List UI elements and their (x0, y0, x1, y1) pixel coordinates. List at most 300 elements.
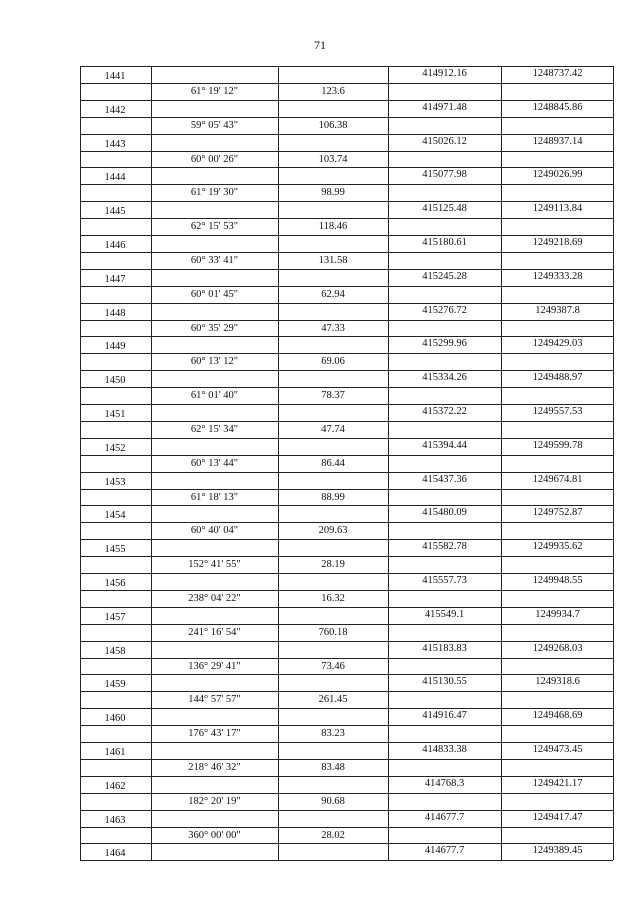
point-number-cell (80, 83, 150, 100)
bearing-angle-cell (152, 303, 277, 320)
bearing-angle-cell (152, 100, 277, 117)
distance-cell (279, 269, 387, 286)
point-number-cell (80, 455, 150, 472)
bearing-angle-cell (152, 201, 277, 218)
bearing-angle-cell (152, 843, 277, 860)
table-row (80, 184, 613, 201)
point-number-cell (80, 590, 150, 607)
coordinate-y-cell: 1249473.45 (532, 744, 583, 755)
coordinate-x-cell: 415549.1 (424, 608, 465, 620)
distance-cell (279, 742, 387, 759)
row-divider (80, 404, 613, 405)
row-divider (80, 235, 613, 236)
coordinate-y-cell (502, 658, 613, 675)
distance-cell: 73.46 (321, 660, 345, 672)
distance-cell (279, 438, 387, 455)
table-row (80, 336, 613, 353)
point-number-cell: 1446 (104, 240, 126, 251)
point-number-cell (80, 151, 150, 168)
distance-cell (279, 810, 387, 827)
row-divider (80, 83, 613, 84)
coordinate-y-cell: 1249934.7 (535, 608, 580, 620)
table-row (80, 658, 613, 675)
distance-cell: 90.68 (321, 795, 345, 807)
coordinate-y-cell (502, 286, 613, 303)
coordinate-x-cell (389, 421, 500, 438)
row-divider (80, 725, 613, 726)
bearing-angle-cell: 144° 57' 57" (188, 694, 241, 706)
bearing-angle-cell: 218° 46' 32" (188, 761, 241, 773)
row-divider (80, 353, 613, 354)
bearing-angle-cell: 60° 13' 12" (190, 356, 239, 368)
table-row (80, 252, 613, 269)
coordinate-x-cell: 415026.12 (422, 135, 467, 147)
row-divider (80, 286, 613, 287)
row-divider (80, 860, 613, 861)
distance-cell (279, 404, 387, 421)
point-number-cell (80, 421, 150, 438)
point-number-cell (80, 691, 150, 708)
coordinate-x-cell (389, 624, 500, 641)
coordinate-x-cell (389, 387, 500, 404)
column-divider (501, 66, 502, 860)
point-number-cell: 1462 (104, 780, 126, 792)
coordinate-x-cell: 415582.78 (422, 541, 467, 553)
point-number-cell: 1461 (104, 747, 126, 758)
column-divider (278, 66, 279, 860)
coordinate-y-cell (502, 320, 613, 337)
row-divider (80, 708, 613, 709)
table-row (80, 759, 613, 776)
coordinate-y-cell: 1249268.03 (532, 642, 583, 654)
bearing-angle-cell (152, 607, 277, 624)
coordinate-y-cell: 1249599.78 (532, 439, 583, 451)
coordinate-y-cell: 1249429.03 (532, 338, 583, 350)
distance-cell (279, 235, 387, 252)
point-number-cell (80, 658, 150, 675)
table-row (80, 218, 613, 235)
coordinate-x-cell (389, 320, 500, 337)
column-divider (388, 66, 389, 860)
table-row (80, 235, 613, 252)
distance-cell: 16.32 (321, 592, 345, 604)
bearing-angle-cell (152, 235, 277, 252)
table-row (80, 539, 613, 556)
distance-cell (279, 66, 387, 83)
bearing-angle-cell: 59° 05' 43" (190, 119, 239, 131)
row-divider (80, 167, 613, 168)
row-divider (80, 66, 613, 67)
bearing-angle-cell: 61° 01' 40" (190, 390, 239, 402)
coordinate-x-cell: 414971.48 (422, 101, 467, 113)
coordinate-y-cell (502, 117, 613, 134)
distance-cell (279, 167, 387, 184)
coordinate-y-cell (502, 691, 613, 708)
row-divider (80, 742, 613, 743)
coordinate-x-cell: 415077.98 (422, 169, 467, 181)
distance-cell (279, 573, 387, 590)
distance-cell: 123.6 (321, 85, 345, 97)
coordinate-y-cell (502, 489, 613, 506)
distance-cell: 47.74 (321, 423, 345, 435)
table-row (80, 810, 613, 827)
coordinate-y-cell: 1249488.97 (532, 372, 583, 384)
distance-cell (279, 336, 387, 353)
bearing-angle-cell (152, 742, 277, 759)
distance-cell: 83.23 (321, 728, 345, 740)
coordinate-x-cell: 415394.44 (422, 439, 467, 451)
bearing-angle-cell (152, 505, 277, 522)
row-divider (80, 252, 613, 253)
coordinate-y-cell (502, 556, 613, 573)
point-number-cell: 1454 (104, 510, 126, 522)
row-divider (80, 100, 613, 101)
row-divider (80, 489, 613, 490)
table-row (80, 370, 613, 387)
coordinate-x-cell: 415125.48 (422, 203, 467, 215)
coordinate-x-cell (389, 522, 500, 539)
row-divider (80, 674, 613, 675)
coordinate-x-cell: 414912.16 (422, 68, 467, 79)
bearing-angle-cell: 241° 16' 54" (188, 626, 241, 638)
bearing-angle-cell (152, 776, 277, 793)
distance-cell (279, 303, 387, 320)
bearing-angle-cell: 61° 19' 12" (190, 85, 239, 97)
row-divider (80, 201, 613, 202)
coordinate-x-cell (389, 590, 500, 607)
coordinate-y-cell (502, 83, 613, 100)
point-number-cell: 1456 (104, 578, 126, 589)
row-divider (80, 134, 613, 135)
point-number-cell (80, 725, 150, 742)
coordinate-x-cell (389, 793, 500, 810)
bearing-angle-cell (152, 472, 277, 489)
point-number-cell (80, 320, 150, 337)
coordinate-y-cell: 1249387.8 (535, 304, 580, 316)
coordinate-y-cell (502, 827, 613, 844)
distance-cell: 69.06 (321, 356, 345, 368)
distance-cell (279, 843, 387, 860)
distance-cell (279, 674, 387, 691)
coordinate-y-cell: 1249389.45 (532, 845, 583, 857)
table-row (80, 843, 613, 860)
distance-cell (279, 776, 387, 793)
distance-cell: 760.18 (318, 626, 348, 638)
row-divider (80, 117, 613, 118)
coordinate-x-cell: 415130.55 (422, 676, 467, 688)
point-number-cell: 1458 (104, 645, 126, 657)
table-row (80, 269, 613, 286)
point-number-cell (80, 387, 150, 404)
coordinate-y-cell (502, 624, 613, 641)
table-row (80, 421, 613, 438)
distance-cell: 47.33 (321, 322, 345, 334)
coordinate-y-cell: 1249674.81 (532, 473, 583, 485)
coordinate-x-cell (389, 489, 500, 506)
point-number-cell (80, 286, 150, 303)
table-row (80, 353, 613, 370)
table-row (80, 117, 613, 134)
bearing-angle-cell: 60° 33' 41" (190, 254, 239, 266)
point-number-cell: 1448 (104, 307, 126, 319)
bearing-angle-cell (152, 134, 277, 151)
distance-cell: 98.99 (321, 187, 345, 199)
row-divider (80, 184, 613, 185)
coordinate-y-cell (502, 421, 613, 438)
row-divider (80, 151, 613, 152)
table-row (80, 286, 613, 303)
coordinate-y-cell (502, 387, 613, 404)
distance-cell (279, 539, 387, 556)
table-row (80, 387, 613, 404)
bearing-angle-cell (152, 573, 277, 590)
coordinate-y-cell: 1249026.99 (532, 169, 583, 181)
row-divider (80, 320, 613, 321)
coordinate-x-cell (389, 827, 500, 844)
coordinate-y-cell: 1249752.87 (532, 507, 583, 519)
row-divider (80, 218, 613, 219)
table-row (80, 691, 613, 708)
point-number-cell (80, 184, 150, 201)
row-divider (80, 827, 613, 828)
bearing-angle-cell: 238° 04' 22" (188, 592, 241, 604)
table-row (80, 134, 613, 151)
table-row (80, 607, 613, 624)
row-divider (80, 421, 613, 422)
bearing-angle-cell (152, 674, 277, 691)
coordinate-y-cell: 1248737.42 (532, 68, 583, 79)
distance-cell: 62.94 (321, 288, 345, 300)
row-divider (80, 438, 613, 439)
coordinate-x-cell (389, 151, 500, 168)
table-row (80, 151, 613, 168)
row-divider (80, 539, 613, 540)
row-divider (80, 573, 613, 574)
coordinate-y-cell (502, 218, 613, 235)
bearing-angle-cell: 61° 19' 30" (190, 187, 239, 199)
coordinate-x-cell (389, 218, 500, 235)
coordinate-x-cell (389, 252, 500, 269)
point-number-cell (80, 117, 150, 134)
coordinate-x-cell (389, 556, 500, 573)
point-number-cell (80, 522, 150, 539)
distance-cell: 106.38 (318, 119, 348, 131)
bearing-angle-cell (152, 708, 277, 725)
coordinate-y-cell (502, 252, 613, 269)
point-number-cell (80, 827, 150, 844)
row-divider (80, 691, 613, 692)
coordinate-x-cell (389, 455, 500, 472)
bearing-angle-cell: 176° 43' 17" (188, 728, 241, 740)
row-divider (80, 370, 613, 371)
table-row (80, 641, 613, 658)
coordinate-x-cell: 414677.7 (424, 845, 465, 857)
point-number-cell: 1457 (104, 611, 126, 623)
row-divider (80, 658, 613, 659)
point-number-cell (80, 793, 150, 810)
coordinates-table (80, 66, 613, 860)
coordinate-y-cell (502, 759, 613, 776)
coordinate-x-cell: 414677.7 (424, 811, 465, 823)
column-divider (151, 66, 152, 860)
distance-cell: 131.58 (318, 254, 348, 266)
row-divider (80, 556, 613, 557)
table-row (80, 776, 613, 793)
bearing-angle-cell: 60° 01' 45" (190, 288, 239, 300)
table-row (80, 438, 613, 455)
point-number-cell: 1443 (104, 138, 126, 150)
coordinate-x-cell (389, 286, 500, 303)
table-row (80, 573, 613, 590)
coordinate-y-cell: 1248845.86 (532, 101, 583, 113)
coordinate-x-cell: 415276.72 (422, 304, 467, 316)
distance-cell: 28.02 (321, 829, 345, 841)
coordinate-x-cell: 414916.47 (422, 710, 467, 722)
coordinate-y-cell (502, 522, 613, 539)
coordinate-x-cell: 415180.61 (422, 237, 467, 248)
distance-cell: 209.63 (318, 525, 348, 537)
point-number-cell: 1451 (104, 409, 126, 420)
coordinate-x-cell: 414768.3 (424, 777, 465, 789)
coordinate-x-cell: 415299.96 (422, 338, 467, 350)
coordinate-x-cell: 415372.22 (422, 406, 467, 417)
coordinate-y-cell: 1249421.17 (532, 777, 583, 789)
table-row (80, 201, 613, 218)
row-divider (80, 505, 613, 506)
distance-cell (279, 100, 387, 117)
row-divider (80, 387, 613, 388)
table-row (80, 489, 613, 506)
coordinate-x-cell (389, 658, 500, 675)
table-row (80, 303, 613, 320)
row-divider (80, 810, 613, 811)
row-divider (80, 759, 613, 760)
bearing-angle-cell (152, 66, 277, 83)
table-row (80, 793, 613, 810)
coordinate-x-cell: 415245.28 (422, 270, 467, 282)
bearing-angle-cell (152, 810, 277, 827)
point-number-cell: 1464 (104, 848, 126, 860)
table-row (80, 83, 613, 100)
coordinate-x-cell: 414833.38 (422, 744, 467, 755)
point-number-cell: 1455 (104, 544, 126, 556)
bearing-angle-cell (152, 404, 277, 421)
coordinate-x-cell (389, 184, 500, 201)
coordinate-x-cell: 415557.73 (422, 575, 467, 586)
point-number-cell: 1452 (104, 442, 126, 454)
coordinate-x-cell: 415437.36 (422, 473, 467, 485)
row-divider (80, 472, 613, 473)
bearing-angle-cell (152, 641, 277, 658)
bearing-angle-cell: 182° 20' 19" (188, 795, 241, 807)
table-row (80, 708, 613, 725)
coordinate-y-cell: 1249218.69 (532, 237, 583, 248)
point-number-cell (80, 218, 150, 235)
row-divider (80, 590, 613, 591)
distance-cell: 78.37 (321, 390, 345, 402)
table-row (80, 404, 613, 421)
distance-cell: 118.46 (318, 221, 348, 233)
row-divider (80, 641, 613, 642)
point-number-cell: 1444 (104, 172, 126, 184)
bearing-angle-cell: 60° 40' 04" (190, 525, 239, 537)
table-row (80, 100, 613, 117)
coordinate-y-cell: 1249948.55 (532, 575, 583, 586)
point-number-cell: 1459 (104, 679, 126, 691)
bearing-angle-cell: 136° 29' 41" (188, 660, 241, 672)
table-row (80, 590, 613, 607)
bearing-angle-cell (152, 438, 277, 455)
bearing-angle-cell: 61° 18' 13" (190, 491, 239, 503)
coordinate-x-cell (389, 691, 500, 708)
coordinate-y-cell: 1249333.28 (532, 270, 583, 282)
bearing-angle-cell (152, 336, 277, 353)
distance-cell (279, 201, 387, 218)
distance-cell: 28.19 (321, 559, 345, 571)
point-number-cell: 1460 (104, 713, 126, 725)
point-number-cell: 1445 (104, 206, 126, 218)
point-number-cell (80, 624, 150, 641)
point-number-cell (80, 556, 150, 573)
bearing-angle-cell: 60° 13' 44" (190, 457, 239, 469)
bearing-angle-cell: 60° 00' 26" (190, 153, 239, 165)
bearing-angle-cell (152, 539, 277, 556)
coordinate-x-cell: 415183.83 (422, 642, 467, 654)
row-divider (80, 843, 613, 844)
distance-cell: 83.48 (321, 761, 345, 773)
coordinate-y-cell (502, 590, 613, 607)
coordinate-x-cell (389, 83, 500, 100)
point-number-cell: 1463 (104, 814, 126, 826)
distance-cell (279, 607, 387, 624)
table-row (80, 725, 613, 742)
coordinate-y-cell (502, 793, 613, 810)
bearing-angle-cell: 62° 15' 53" (190, 221, 239, 233)
table-row (80, 472, 613, 489)
distance-cell (279, 472, 387, 489)
row-divider (80, 522, 613, 523)
coordinate-y-cell (502, 151, 613, 168)
distance-cell: 103.74 (318, 153, 348, 165)
column-divider (80, 66, 81, 860)
row-divider (80, 303, 613, 304)
coordinate-x-cell (389, 117, 500, 134)
row-divider (80, 776, 613, 777)
point-number-cell: 1453 (104, 476, 126, 488)
coordinate-y-cell: 1249557.53 (532, 406, 583, 417)
distance-cell: 261.45 (318, 694, 348, 706)
row-divider (80, 607, 613, 608)
bearing-angle-cell (152, 269, 277, 286)
coordinate-y-cell (502, 455, 613, 472)
coordinate-y-cell: 1249468.69 (532, 710, 583, 722)
distance-cell (279, 641, 387, 658)
table-row (80, 556, 613, 573)
coordinate-x-cell: 415334.26 (422, 372, 467, 384)
coordinate-x-cell (389, 759, 500, 776)
point-number-cell: 1449 (104, 341, 126, 353)
coordinate-x-cell: 415480.09 (422, 507, 467, 519)
column-divider (613, 66, 614, 860)
coordinate-y-cell (502, 184, 613, 201)
table-row (80, 827, 613, 844)
point-number-cell: 1447 (104, 273, 126, 285)
table-row (80, 505, 613, 522)
distance-cell (279, 134, 387, 151)
table-row (80, 742, 613, 759)
distance-cell: 86.44 (321, 457, 345, 469)
page-number: 71 (314, 38, 326, 52)
